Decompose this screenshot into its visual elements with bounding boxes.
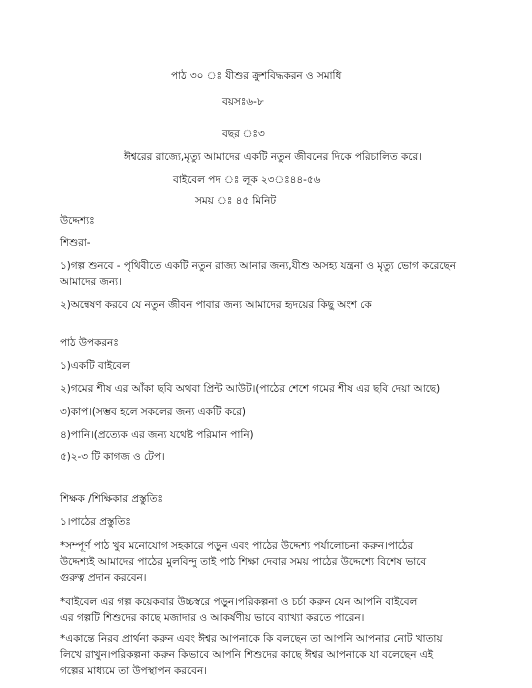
material-item-4: ৪)পানি।(প্রত্যেক এর জন্য যথেষ্ট পরিমান পানি) [60,429,254,441]
objectives-subheading: শিশুরা- [60,237,91,249]
lesson-summary: ঈশ্বরের রাজ্যে,মৃত্যু আমাদের একটি নতুন জীবনের দিকে পরিচালিত করে। [124,151,422,163]
objective-item-1-line-2: আমাদের জন্য। [60,276,122,288]
lesson-title: পাঠ ৩০ ◌ঃ যীশুর ক্রুশবিদ্ধকরন ও সমাধি [171,70,342,82]
lesson-time: সময় ◌ঃ ৪৫ মিনিট [195,195,276,207]
teacher-prep-heading: শিক্ষক /শিক্ষিকার প্রস্তুতিঃ [60,493,163,505]
prep-paragraph-3-line-1: *একান্তে নিরব প্রার্থনা করুন এবং ঈশ্বর আপনাকে কি বলছেন তা আপনি আপনার নোট খাতায় [60,633,443,645]
material-item-2: ২)গমের শীষ এর আঁকা ছবি অথবা প্রিন্ট আউট।(পাঠের শেশে গমের শীষ এর ছবি দেয়া আছে) [60,383,441,395]
bible-verse: বাইবেল পদ ◌ঃ লূক ২৩◌ঃ৪৪-৫৬ [173,174,321,186]
material-item-5: ৫)২-৩ টি কাগজ ও টেপ। [60,451,165,463]
objective-item-2: ২)অন্বেষণ করবে যে নতুন জীবন পাবার জন্য আমাদের হৃদয়ের কিছু অংশ কে [60,299,372,311]
year-label: বছর ঃ৩ [222,128,265,140]
prep-paragraph-2-line-2: এর গল্পটি শিশুদের কাছে মজাদার ও আকর্ষণীয় ভাবে ব্যাখ্যা করতে পারেন। [60,612,365,624]
materials-heading: পাঠ উপকরনঃ [60,337,119,349]
material-item-1: ১)একটি বাইবেল [60,360,130,372]
objectives-heading: উদ্দেশ্যঃ [60,215,95,227]
prep-paragraph-1-line-2: উদ্দেশ্যই আমাদের পাঠের মুলবিন্দু তাই পাঠ শিক্ষা দেবার সময় পাঠের উদ্দেশ্যে বিশেষ ভাবে [60,556,427,568]
age-range: বয়সঃ৬-৮ [222,96,264,108]
prep-paragraph-3-line-2: লিখে রাখুন।পরিকল্পনা করুন কিভাবে আপনি শিশুদের কাছে ঈশ্বর আপনাকে যা বলেছেন এই [60,649,434,661]
prep-paragraph-2-line-1: *বাইবেল এর গল্প কয়েকবার উচ্চস্বরে পড়ুন।পরিকল্পনা ও চর্চা করুন যেন আপনি বাইবেল [60,596,418,608]
material-item-3: ৩)কাপ।(সম্ভব হলে সকলের জন্য একটি করে) [60,406,246,418]
objective-item-1-line-1: ১)গল্প শুনবে - পৃথিবীতে একটি নতুন রাজ্য আনার জন্য,যীশু অসহ্য যন্ত্রনা ও মৃত্যু ভোগ করেছেন [60,260,457,272]
teacher-prep-subheading: ১।পাঠের প্রস্তুতিঃ [60,516,131,528]
prep-paragraph-1-line-1: *সম্পূর্ণ পাঠ খুব মনোযোগ সহকারে পড়ুন এবং পাঠের উদ্দেশ্য পর্যালোচনা করুন।পাঠের [60,540,414,552]
prep-paragraph-1-line-3: গুরুত্ব প্রদান করবেন। [60,572,147,584]
prep-paragraph-3-line-3: গল্পের মাধ্যমে তা উপস্থাপন করবেন। [60,665,207,677]
